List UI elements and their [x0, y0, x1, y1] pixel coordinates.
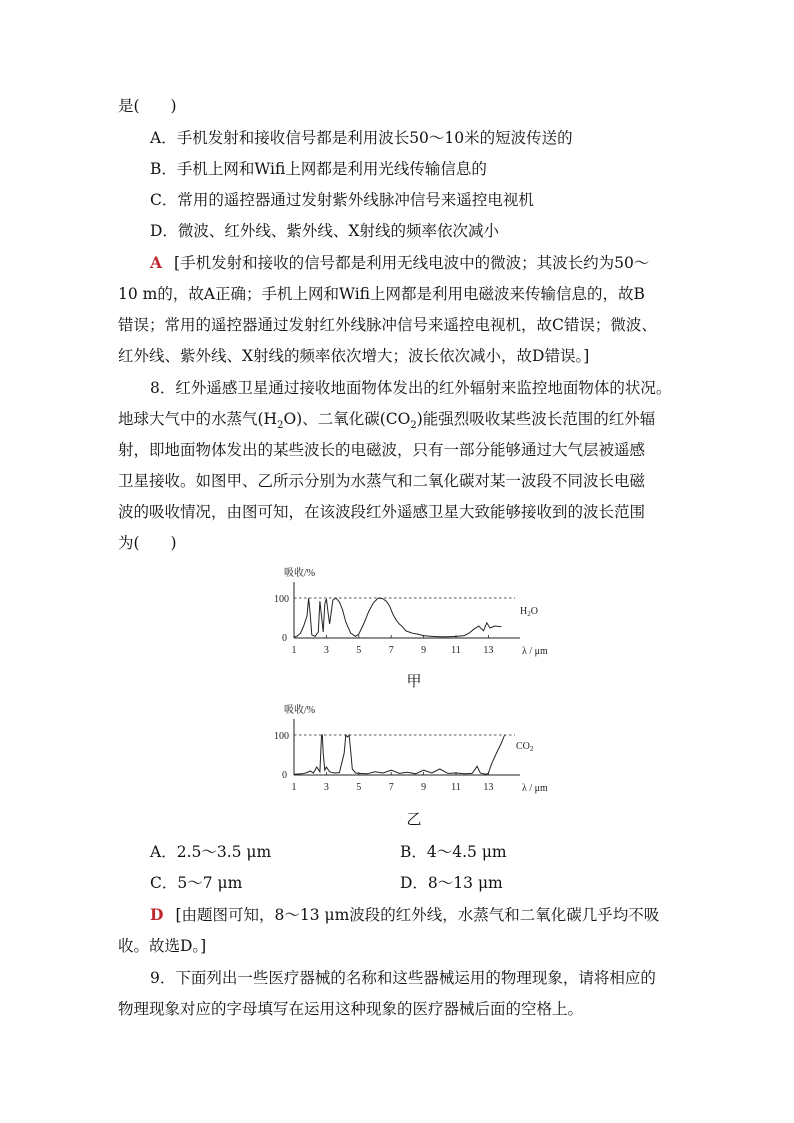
xtick-label-1: 1 — [291, 782, 297, 793]
chart-yi-co2-line — [294, 735, 505, 774]
q8-explanation-line-2: 收。故选D。] — [118, 937, 207, 955]
q8-option-b: B．4～4.5 μm — [400, 843, 507, 861]
chart-yi — [270, 697, 570, 797]
chart-jia-xlabel: λ / μm — [522, 646, 548, 657]
q8-option-d: D．8～13 μm — [400, 874, 503, 892]
chart-jia-h2o-line — [294, 598, 501, 637]
q7-answer: A — [150, 253, 163, 272]
xtick-label-7: 7 — [388, 645, 394, 656]
chart-yi-series-label: $CO_2$ — [516, 741, 534, 753]
chart-yi-caption: 乙 — [406, 810, 422, 828]
chart-jia-ytick-100: 100 — [274, 594, 289, 605]
co2-subscript: 2 — [410, 420, 417, 432]
xtick-label-9: 9 — [421, 782, 427, 793]
q8-option-a: A．2.5～3.5 μm — [150, 843, 272, 861]
q8-explanation-text-1: [由题图可知，8～13 μm波段的红外线，水蒸气和二氧化碳几乎均不吸 — [175, 906, 660, 924]
q8-stem-line-6: 为( ) — [118, 534, 177, 552]
chart-yi-ylabel: 吸收/% — [284, 705, 316, 716]
chart-yi-ytick-0: 0 — [282, 770, 287, 781]
xtick-label-5: 5 — [356, 645, 362, 656]
chart-jia-ytick-0: 0 — [282, 633, 287, 644]
chart-yi-xlabel: λ / μm — [522, 783, 548, 794]
xtick-label-13: 13 — [483, 645, 494, 656]
xtick-label-11: 11 — [451, 645, 461, 656]
xtick-label-3: 3 — [323, 645, 329, 656]
q7-stem-tail: 是( ) — [118, 97, 177, 115]
q8-stem-line-1: 8．红外遥感卫星通过接收地面物体发出的红外辐射来监控地面物体的状况。 — [150, 379, 672, 397]
q8-stem-line-4: 卫星接收。如图甲、乙所示分别为水蒸气和二氧化碳对某一波段不同波长电磁 — [118, 472, 646, 490]
xtick-label-9: 9 — [421, 645, 427, 656]
q7-explanation-line-4: 红外线、紫外线、X射线的频率依次增大；波长依次减小，故D错误。] — [118, 347, 590, 365]
q7-explanation-line-2: 10 m的，故A正确；手机上网和Wifi上网都是利用电磁波来传输信息的，故B — [118, 285, 645, 303]
q8-answer: D — [150, 905, 164, 924]
q8-stem-l2-part-c: )能强烈吸收某些波长范围的红外辐 — [416, 410, 656, 428]
h2o-subscript: 2 — [277, 420, 284, 432]
xtick-label-13: 13 — [483, 782, 494, 793]
xtick-label-11: 11 — [451, 782, 461, 793]
q7-option-d: D．微波、红外线、紫外线、X射线的频率依次减小 — [150, 222, 499, 240]
q8-stem-line-2 — [118, 409, 655, 436]
q9-stem-line-2: 物理现象对应的字母填写在运用这种现象的医疗器械后面的空格上。 — [118, 1000, 584, 1018]
q8-explanation-line-1 — [150, 905, 659, 925]
chart-jia-ylabel: 吸收/% — [284, 568, 316, 579]
q8-option-c: C．5～7 μm — [150, 874, 243, 892]
q7-explanation-line-3: 错误；常用的遥控器通过发射红外线脉冲信号来遥控电视机，故C错误；微波、 — [118, 316, 657, 334]
chart-jia — [270, 560, 570, 660]
xtick-label-7: 7 — [388, 782, 394, 793]
q7-option-b: B．手机上网和Wifi上网都是利用光线传输信息的 — [150, 160, 487, 178]
q7-option-a: A．手机发射和接收信号都是利用波长50～10米的短波传送的 — [150, 129, 573, 147]
q7-explanation-line-1 — [150, 253, 649, 273]
q8-stem-l2-part-a: 地球大气中的水蒸气(H — [118, 410, 278, 428]
chart-yi-ytick-100: 100 — [274, 731, 289, 742]
xtick-label-3: 3 — [323, 782, 329, 793]
q8-stem-l2-part-b: O)、二氧化碳(CO — [283, 410, 411, 428]
xtick-label-5: 5 — [356, 782, 362, 793]
chart-jia-caption: 甲 — [406, 672, 422, 690]
q7-explanation-text-1: [手机发射和接收的信号都是利用无线电波中的微波；其波长约为50～ — [174, 254, 650, 272]
q8-stem-line-5: 波的吸收情况，由图可知，在该波段红外遥感卫星大致能够接收到的波长范围 — [118, 503, 646, 521]
q7-option-c: C．常用的遥控器通过发射紫外线脉冲信号来遥控电视机 — [150, 191, 534, 209]
q8-stem-line-3: 射，即地面物体发出的某些波长的电磁波，只有一部分能够通过大气层被遥感 — [118, 441, 646, 459]
chart-jia-series-label: $H_2O$ — [520, 606, 538, 618]
q9-stem-line-1: 9．下面列出一些医疗器械的名称和这些器械运用的物理现象，请将相应的 — [150, 969, 656, 987]
xtick-label-1: 1 — [291, 645, 297, 656]
